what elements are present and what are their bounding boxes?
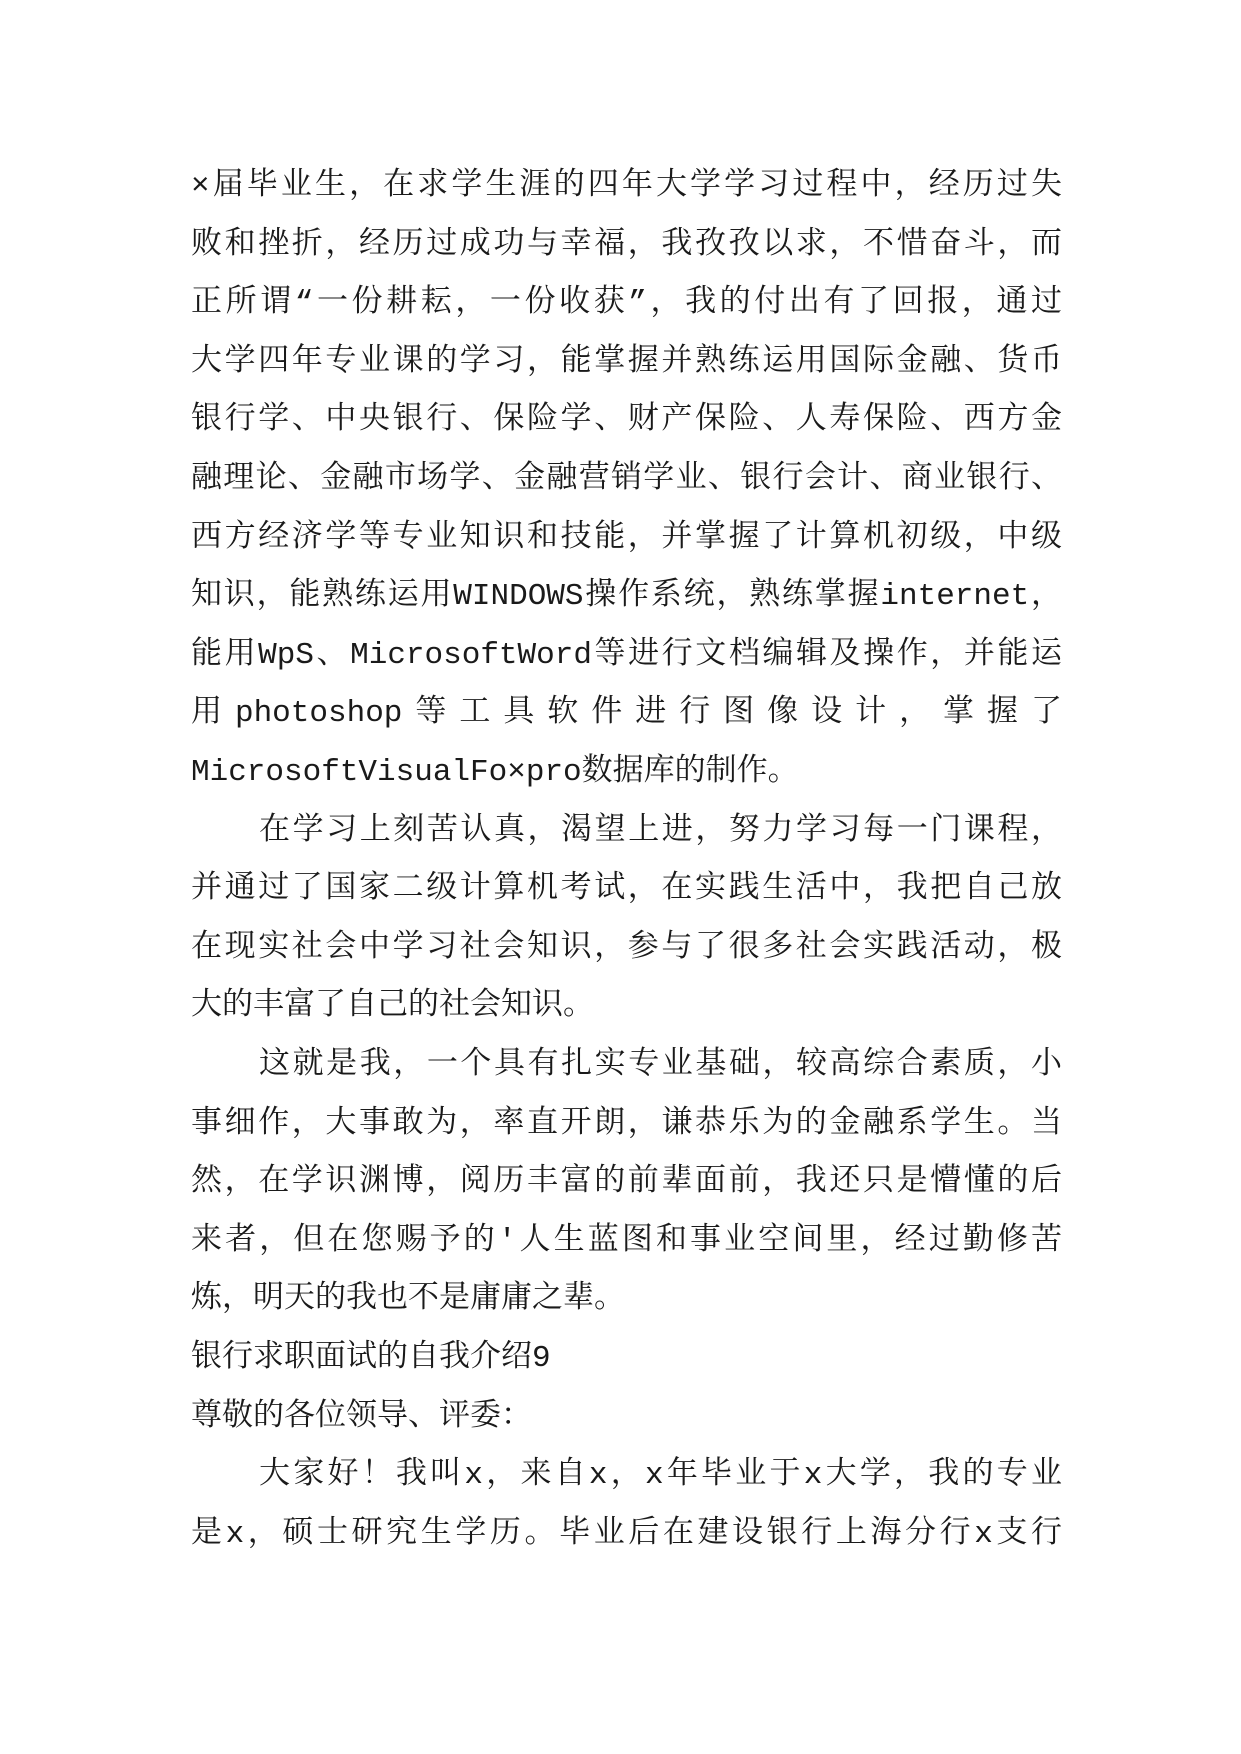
text-line: 事细作，大事敢为，率直开朗，谦恭乐为的金融系学生。当 — [191, 1107, 1062, 1142]
text-line: 来者，但在您赐予的'人生蓝图和事业空间里，经过勤修苦 — [191, 1224, 1062, 1259]
section-heading: 银行求职面试的自我介绍9 — [191, 1341, 551, 1376]
text-line: 这就是我，一个具有扎实专业基础，较高综合素质，小 — [259, 1048, 1062, 1083]
text-line: 银行学、中央银行、保险学、财产保险、人寿保险、西方金 — [191, 403, 1062, 438]
text-line: 西方经济学等专业知识和技能，并掌握了计算机初级，中级 — [191, 521, 1062, 556]
text-line: 大家好！我叫x，来自x，x年毕业于x大学，我的专业 — [259, 1458, 1062, 1493]
text-line: 在现实社会中学习社会知识，参与了很多社会实践活动，极 — [191, 931, 1062, 966]
salutation: 尊敬的各位领导、评委： — [191, 1400, 532, 1435]
text-line: 知识，能熟练运用WINDOWS操作系统，熟练掌握internet， — [191, 579, 1062, 614]
text-line: 是x，硕士研究生学历。毕业后在建设银行上海分行x支行 — [191, 1517, 1062, 1552]
text-line: 正所谓“一份耕耘，一份收获”，我的付出有了回报，通过 — [191, 286, 1062, 321]
text-line: 能用WpS、MicrosoftWord等进行文档编辑及操作，并能运 — [191, 638, 1062, 673]
text-line: 大的丰富了自己的社会知识。 — [191, 989, 594, 1024]
text-line: 并通过了国家二级计算机考试，在实践生活中，我把自己放 — [191, 872, 1062, 907]
text-line: 在学习上刻苦认真，渴望上进，努力学习每一门课程， — [259, 814, 1062, 849]
text-line: 炼，明天的我也不是庸庸之辈。 — [191, 1282, 625, 1317]
text-line: ×届毕业生，在求学生涯的四年大学学习过程中，经历过失 — [191, 169, 1062, 204]
text-line: 融理论、金融市场学、金融营销学业、银行会计、商业银行、 — [191, 462, 1062, 497]
text-line: 大学四年专业课的学习，能掌握并熟练运用国际金融、货币 — [191, 345, 1062, 380]
text-line: MicrosoftVisualFo×pro数据库的制作。 — [191, 755, 799, 790]
text-line: 用photoshop等工具软件进行图像设计，掌握了 — [191, 696, 1062, 731]
text-line: 败和挫折，经历过成功与幸福，我孜孜以求，不惜奋斗，而 — [191, 228, 1062, 263]
text-line: 然，在学识渊博，阅历丰富的前辈面前，我还只是懵懂的后 — [191, 1165, 1062, 1200]
